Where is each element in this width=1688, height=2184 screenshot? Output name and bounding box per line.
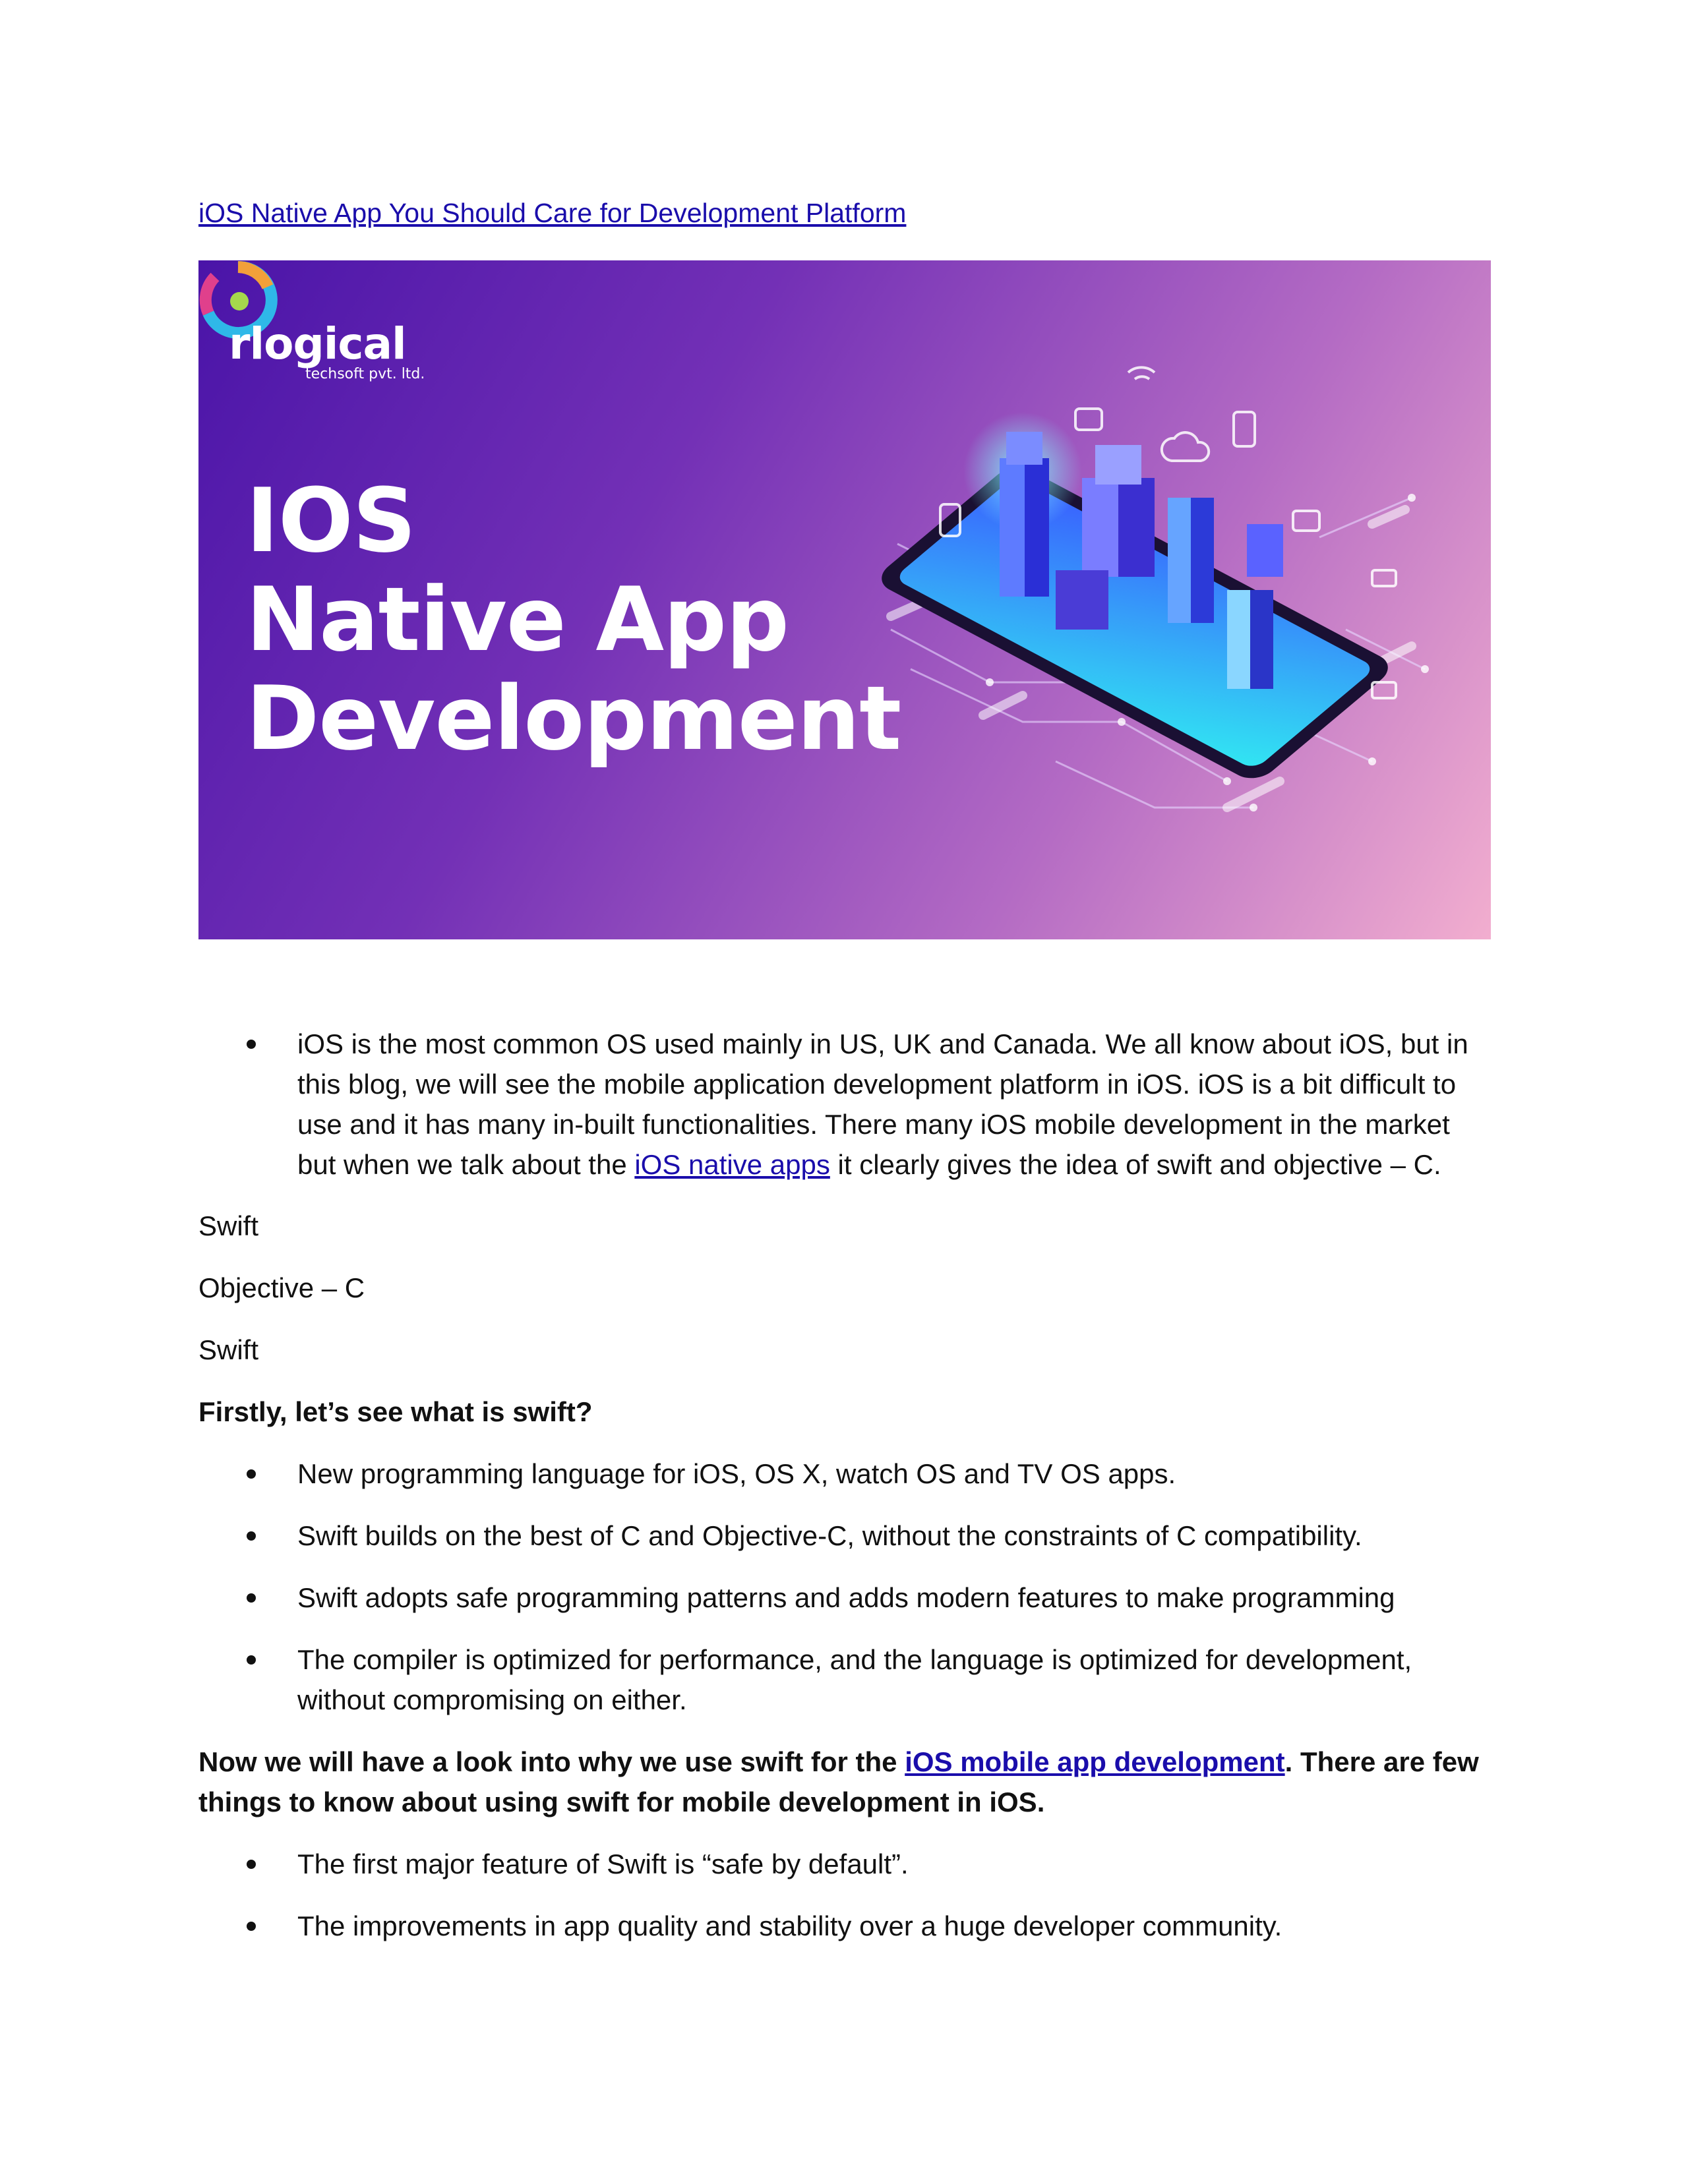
list-item-text: The improvements in app quality and stability over a huge developer community.: [297, 1910, 1282, 1941]
bullet-icon: [247, 1593, 256, 1603]
intro-paragraph: [297, 1024, 1484, 1185]
title-link[interactable]: iOS Native App You Should Care for Development Platform: [198, 198, 907, 228]
bullet-icon: [247, 1531, 256, 1541]
logo-tagline: techsoft pvt. ltd.: [305, 366, 425, 382]
bullet-icon: [247, 1860, 256, 1869]
intro-text-end: it clearly gives the idea of swift and objective – C.: [829, 1149, 1441, 1180]
hero-line: Development: [246, 667, 901, 770]
section-heading: Firstly, let’s see what is swift?: [198, 1396, 593, 1427]
bullet-icon: [247, 1655, 256, 1665]
ios-mobile-app-development-link[interactable]: iOS mobile app development: [905, 1746, 1285, 1777]
bullet-icon: [247, 1469, 256, 1479]
hero-line: Native App: [246, 568, 789, 671]
logo-wordmark: rlogical: [229, 318, 406, 369]
hero-line: IOS: [246, 469, 416, 572]
list-label: Objective – C: [198, 1272, 365, 1303]
list-item-text: Swift builds on the best of C and Objective-C, without the constraints of C compatibility.: [297, 1520, 1362, 1551]
ios-native-apps-link[interactable]: iOS native apps: [634, 1149, 830, 1180]
list-item-text: The first major feature of Swift is “safe by default”.: [297, 1848, 909, 1879]
intro-text: iOS is the most common OS used mainly in US, UK and Canada. We all know about iOS, but in this blog, we will see the mobile application development platform in iOS. iOS is a bit difficult to use and it has many in-built functionalities. There many iOS mobile development in the market but when we talk about the: [297, 1028, 1468, 1180]
hero-banner: [198, 260, 1491, 939]
heading-text: Now we will have a look into why we use swift for the: [198, 1746, 905, 1777]
section-heading: [198, 1742, 1491, 1822]
bullet-icon: [247, 1922, 256, 1931]
hero-heading: [246, 471, 901, 768]
bullet-icon: [247, 1040, 256, 1049]
list-label: Swift: [198, 1334, 259, 1365]
list-item-text: Swift adopts safe programming patterns and adds modern features to make programming: [297, 1582, 1395, 1613]
heading-text-end: . There are few things to know about using swift for mobile development in iOS.: [198, 1746, 1479, 1817]
list-label: Swift: [198, 1210, 259, 1241]
list-item-text: New programming language for iOS, OS X, watch OS and TV OS apps.: [297, 1458, 1176, 1489]
list-item-text: The compiler is optimized for performance, and the language is optimized for development, without compromising on either.: [297, 1644, 1412, 1715]
